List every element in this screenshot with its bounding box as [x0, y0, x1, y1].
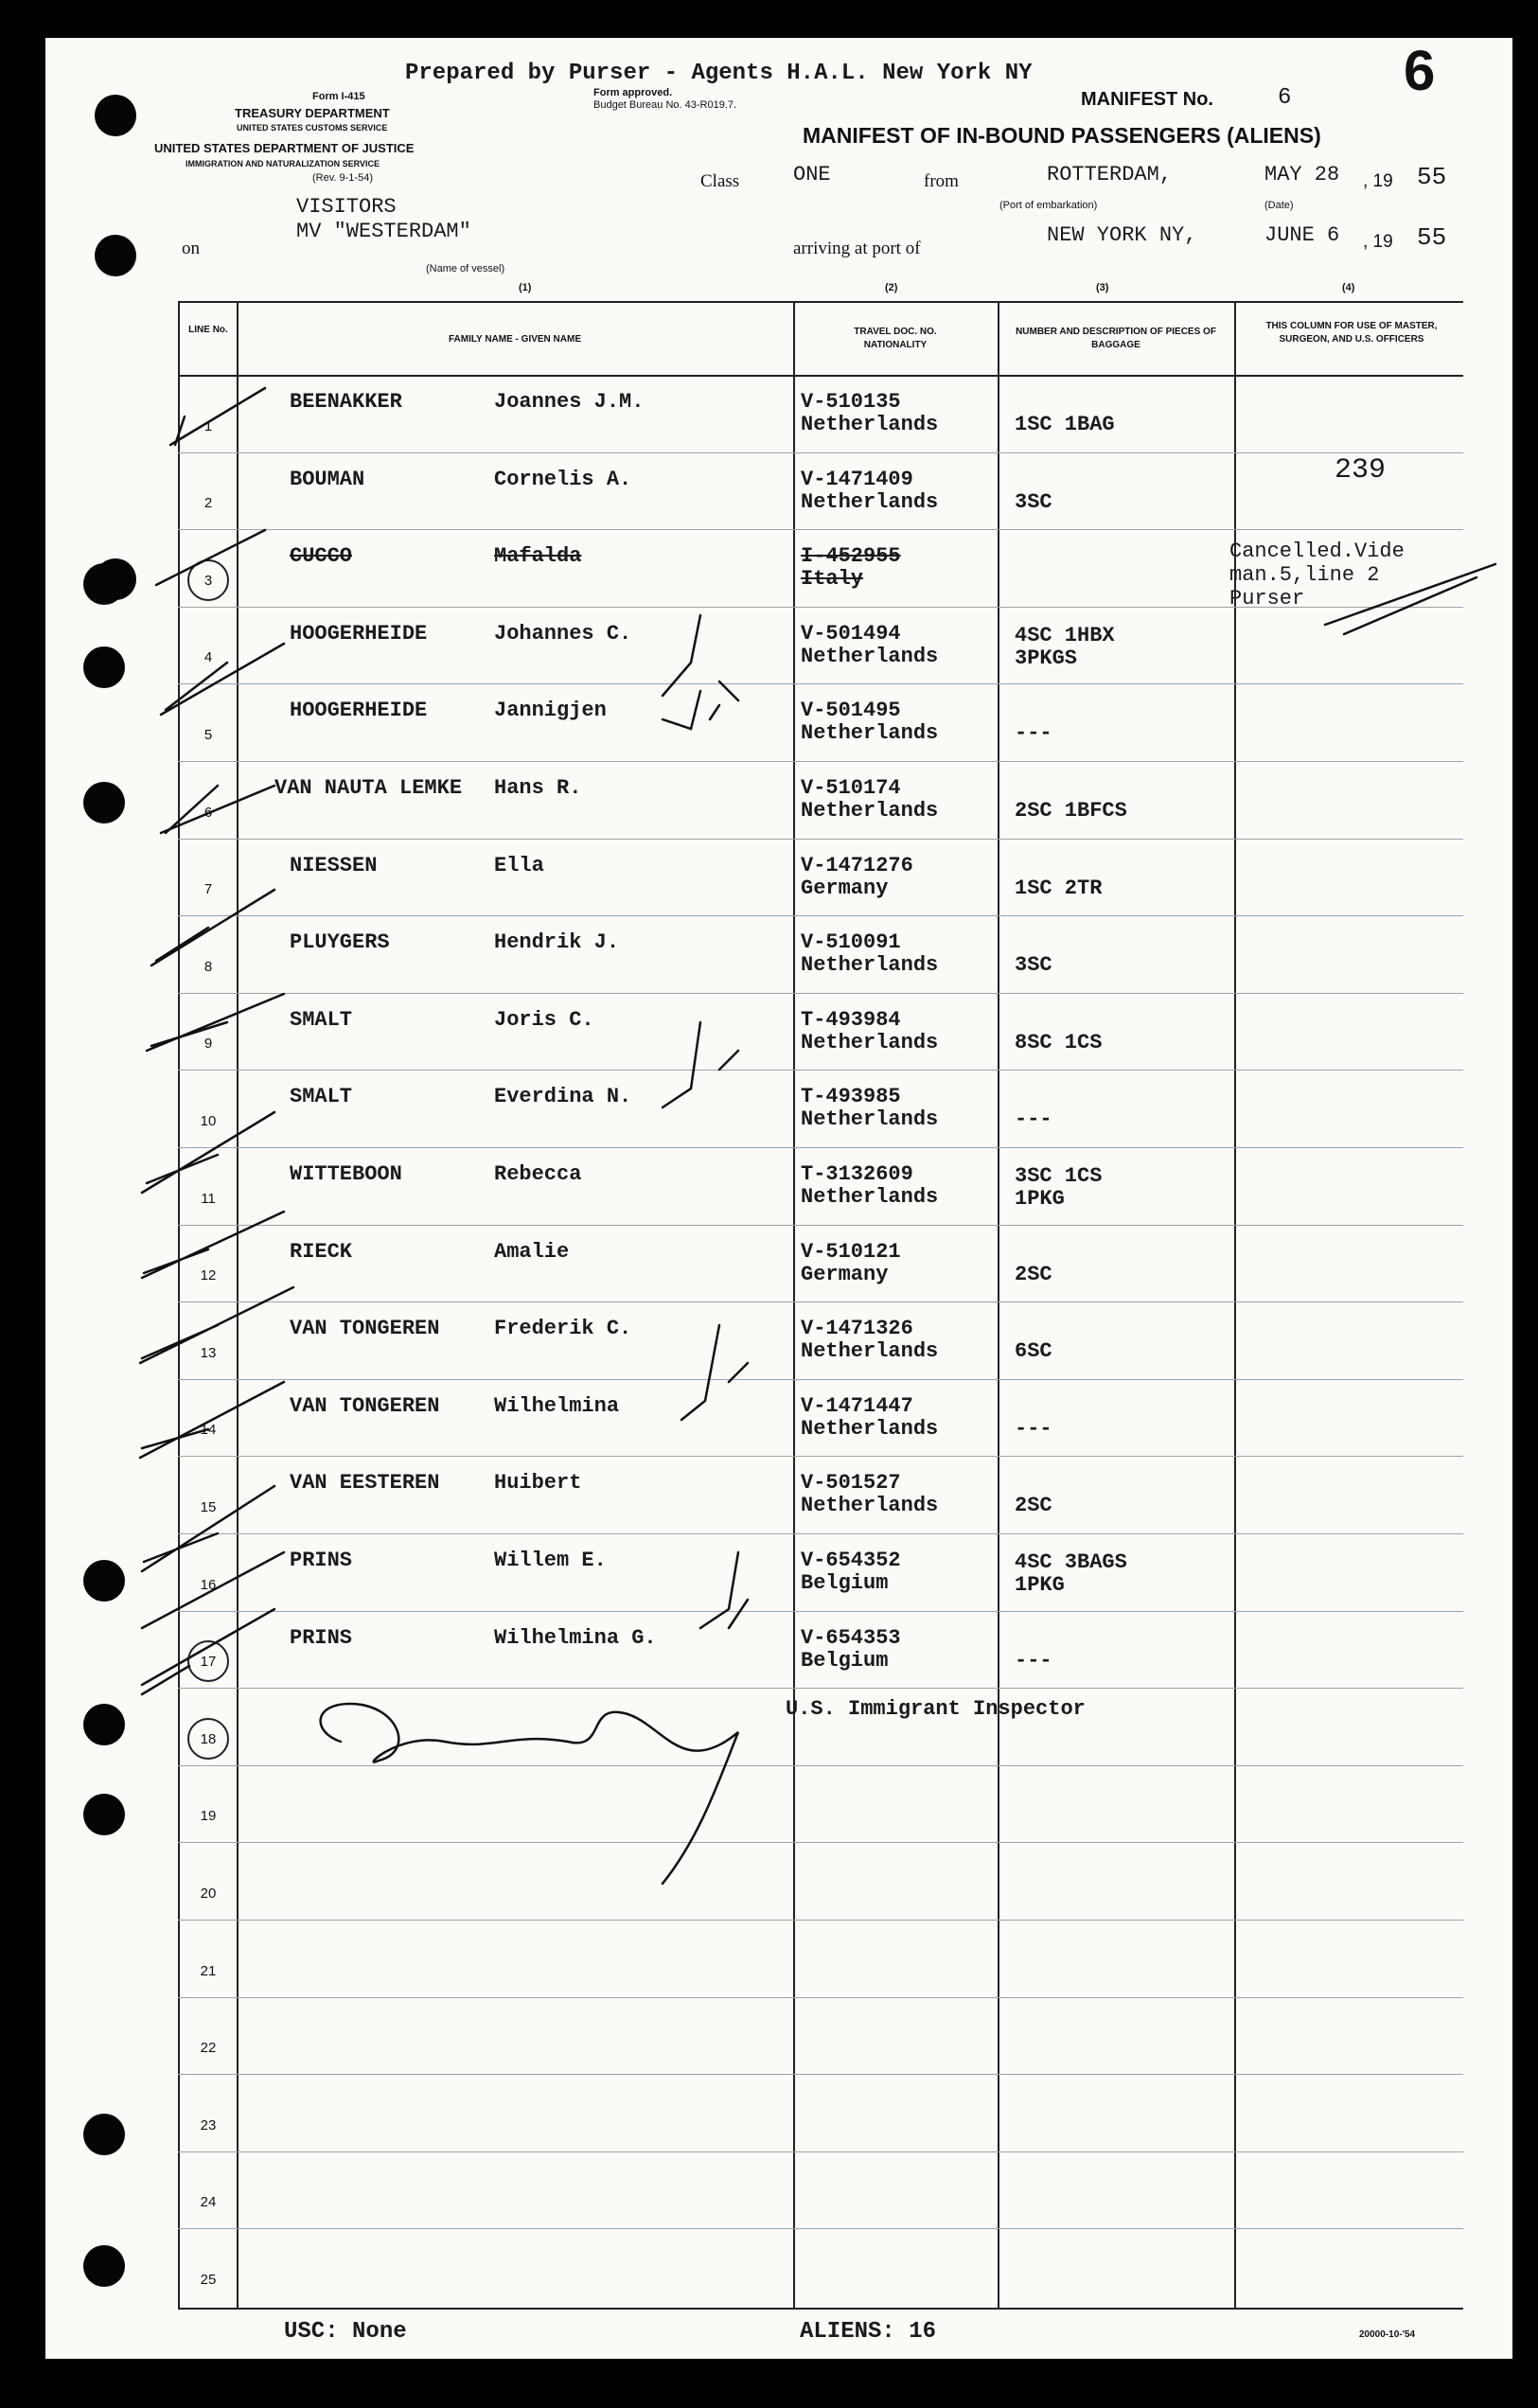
- check-mark: [140, 1382, 284, 1458]
- date-label: (Date): [1264, 200, 1294, 211]
- department-of-justice: UNITED STATES DEPARTMENT OF JUSTICE: [154, 141, 415, 155]
- baggage: 1SC 1BAG: [1015, 413, 1115, 436]
- travel-doc-number: V-1471276: [801, 853, 913, 877]
- nationality: Belgium: [801, 1571, 889, 1595]
- given-name: Cornelis A.: [494, 467, 632, 491]
- line-number: 13: [200, 1344, 217, 1361]
- family-name: VAN TONGEREN: [290, 1393, 440, 1418]
- given-name: Hendrik J.: [494, 930, 620, 955]
- bracket-mark: [663, 615, 738, 700]
- line-number: 22: [200, 2040, 217, 2057]
- nationality: Netherlands: [801, 953, 939, 978]
- nationality: Netherlands: [801, 1494, 939, 1518]
- check-mark: [142, 1486, 274, 1571]
- given-name: Amalie: [494, 1239, 570, 1264]
- family-name: CUCCO: [290, 544, 353, 569]
- baggage: 4SC 1HBX: [1015, 623, 1115, 647]
- line-number: 20: [200, 1886, 217, 1902]
- arrival-date: JUNE 6: [1264, 223, 1340, 247]
- col-header-line: LINE No.: [188, 325, 228, 335]
- travel-doc-number: T-3132609: [801, 1162, 913, 1186]
- line-number: 14: [200, 1422, 217, 1439]
- line-number: 23: [200, 2116, 217, 2134]
- from-label: from: [924, 171, 959, 191]
- line-number: 10: [200, 1113, 217, 1129]
- nationality: Netherlands: [801, 1030, 939, 1054]
- line-number: 11: [201, 1190, 216, 1207]
- given-name: Frederik C.: [494, 1317, 632, 1341]
- line-number: 17: [200, 1654, 217, 1671]
- manifest-no: 6: [1278, 85, 1292, 111]
- class-label: Class: [700, 171, 740, 191]
- nationality: Netherlands: [801, 799, 939, 823]
- given-name: Jannigjen: [494, 699, 607, 723]
- signature-scrawl: [321, 1704, 738, 1884]
- travel-doc-number: V-510135: [801, 390, 901, 414]
- nationality: Netherlands: [801, 721, 939, 746]
- port-of-embarkation: ROTTERDAM,: [1047, 163, 1173, 186]
- aliens-count: ALIENS: 16: [800, 2319, 937, 2345]
- port-embarkation-label: (Port of embarkation): [999, 200, 1098, 211]
- nationality: Netherlands: [801, 1107, 939, 1132]
- col-header-baggage: NUMBER AND DESCRIPTION OF PIECES OF BAGGAGE: [1016, 327, 1216, 350]
- nationality: Italy: [801, 567, 864, 592]
- line-number: 25: [200, 2272, 217, 2288]
- given-name: Huibert: [494, 1471, 582, 1496]
- family-name: VAN NAUTA LEMKE: [274, 776, 463, 800]
- embark-date: MAY 28: [1264, 163, 1340, 186]
- given-name: Mafalda: [494, 544, 582, 569]
- check-mark: [156, 530, 265, 585]
- embark-year: 55: [1417, 163, 1447, 191]
- page-number: 6: [1404, 39, 1436, 102]
- family-name: PRINS: [290, 1549, 353, 1572]
- line-number: 12: [200, 1267, 217, 1284]
- nationality: Germany: [801, 1262, 889, 1286]
- bracket-mark: [681, 1325, 748, 1420]
- travel-doc-number: V-1471409: [801, 467, 913, 491]
- embark-year-prefix: , 19: [1363, 171, 1393, 191]
- count-annotation: 239: [1335, 454, 1387, 487]
- given-name: Joris C.: [494, 1007, 594, 1032]
- nationality: Germany: [801, 876, 889, 900]
- baggage: ---: [1015, 1416, 1052, 1441]
- nationality: Netherlands: [801, 644, 939, 668]
- baggage: ---: [1015, 1648, 1052, 1673]
- col-header-name: FAMILY NAME - GIVEN NAME: [448, 334, 581, 345]
- baggage: 6SC: [1015, 1339, 1052, 1364]
- budget-bureau: Budget Bureau No. 43-R019.7.: [593, 99, 737, 111]
- inspector-stamp: U.S. Immigrant Inspector: [786, 1697, 1086, 1721]
- given-name: Johannes C.: [494, 621, 632, 646]
- travel-doc-number: V-1471447: [801, 1393, 913, 1418]
- family-name: HOOGERHEIDE: [290, 621, 428, 646]
- travel-doc-number: V-501527: [801, 1471, 901, 1496]
- baggage: 8SC 1CS: [1015, 1030, 1103, 1054]
- port-of-arrival: NEW YORK NY,: [1047, 223, 1197, 247]
- vessel-name: MV "WESTERDAM": [296, 220, 471, 243]
- nationality: Netherlands: [801, 1339, 939, 1364]
- check-mark: [151, 890, 274, 965]
- line-number: 15: [200, 1499, 217, 1515]
- check-mark: [170, 388, 265, 445]
- col-header-officers: THIS COLUMN FOR USE OF MASTER, SURGEON, AND U.S. OFFICERS: [1265, 321, 1438, 345]
- nationality: Netherlands: [801, 489, 939, 514]
- manifest-title: MANIFEST OF IN-BOUND PASSENGERS (ALIENS): [803, 123, 1321, 148]
- col-num-2: (2): [885, 282, 898, 293]
- on-label: on: [182, 239, 200, 258]
- baggage: 3SC 1CS: [1015, 1164, 1103, 1188]
- baggage: 3SC: [1015, 489, 1052, 514]
- family-name: SMALT: [290, 1085, 353, 1109]
- family-name: HOOGERHEIDE: [290, 699, 428, 723]
- family-name: BOUMAN: [290, 467, 365, 491]
- form-revision: (Rev. 9-1-54): [312, 172, 373, 184]
- travel-doc-number: T-493985: [801, 1085, 901, 1109]
- line-number: 24: [200, 2194, 217, 2211]
- baggage-extra: 1PKG: [1015, 1187, 1065, 1211]
- baggage: 3SC: [1015, 953, 1052, 978]
- ins: IMMIGRATION AND NATURALIZATION SERVICE: [186, 159, 380, 168]
- line-number: 5: [203, 727, 213, 743]
- travel-doc-number: V-1471326: [801, 1317, 913, 1341]
- check-mark: [142, 1609, 274, 1694]
- given-name: Everdina N.: [494, 1085, 632, 1109]
- check-mark: [142, 1212, 284, 1278]
- family-name: SMALT: [290, 1007, 353, 1032]
- family-name: RIECK: [290, 1239, 353, 1264]
- family-name: VAN TONGEREN: [290, 1317, 440, 1341]
- travel-doc-number: V-654352: [801, 1549, 901, 1572]
- col-num-3: (3): [1096, 282, 1109, 293]
- given-name: Willem E.: [494, 1549, 607, 1572]
- cancelled-note-1: Cancelled.Vide: [1229, 540, 1405, 563]
- manifest-no-label: MANIFEST No.: [1081, 89, 1213, 110]
- travel-doc-number: T-493984: [801, 1007, 901, 1032]
- family-name: PRINS: [290, 1625, 353, 1650]
- family-name: WITTEBOON: [290, 1162, 402, 1186]
- line-number: 21: [200, 1962, 217, 1979]
- col-num-4: (4): [1342, 282, 1355, 293]
- customs-service: UNITED STATES CUSTOMS SERVICE: [237, 123, 388, 133]
- travel-doc-number: V-654353: [801, 1625, 901, 1650]
- baggage: ---: [1015, 1107, 1052, 1132]
- line-number: 19: [200, 1808, 217, 1825]
- nationality: Netherlands: [801, 413, 939, 436]
- family-name: NIESSEN: [290, 853, 378, 877]
- travel-doc-number: I-452955: [801, 544, 901, 569]
- treasury-department: TREASURY DEPARTMENT: [235, 106, 390, 120]
- given-name: Rebecca: [494, 1162, 582, 1186]
- bracket-mark: [663, 1022, 738, 1107]
- check-mark: [161, 786, 274, 833]
- baggage-extra: 3PKGS: [1015, 646, 1078, 670]
- line-number: 1: [203, 417, 213, 434]
- arrival-year: 55: [1417, 223, 1447, 252]
- given-name: Ella: [494, 853, 544, 877]
- vessel-label: (Name of vessel): [426, 263, 505, 274]
- baggage-extra: 1PKG: [1015, 1573, 1065, 1597]
- line-number: 6: [203, 804, 213, 821]
- class-value: ONE: [793, 163, 831, 186]
- given-name: Joannes J.M.: [494, 390, 645, 414]
- baggage: 2SC 1BFCS: [1015, 799, 1127, 823]
- given-name: Wilhelmina G.: [494, 1625, 657, 1650]
- arrival-year-prefix: , 19: [1363, 232, 1393, 252]
- col-num-1: (1): [519, 282, 532, 293]
- check-mark: [147, 994, 284, 1051]
- line-number: 2: [203, 495, 213, 512]
- travel-doc-number: V-501495: [801, 699, 901, 723]
- form-number: Form I-415: [312, 91, 365, 102]
- nationality: Belgium: [801, 1648, 889, 1673]
- bracket-mark: [700, 1552, 748, 1628]
- travel-doc-number: V-510174: [801, 776, 901, 800]
- line-number: 4: [203, 649, 213, 666]
- visitors-note: VISITORS: [296, 195, 397, 219]
- travel-doc-number: V-510091: [801, 930, 901, 955]
- given-name: Hans R.: [494, 776, 582, 800]
- nationality: Netherlands: [801, 1416, 939, 1441]
- line-number: 18: [200, 1730, 217, 1747]
- baggage: 1SC 2TR: [1015, 876, 1103, 900]
- line-number: 7: [203, 881, 213, 898]
- check-mark: [161, 644, 284, 715]
- line-number: 8: [203, 958, 213, 975]
- given-name: Wilhelmina: [494, 1393, 620, 1418]
- family-name: BEENAKKER: [290, 390, 402, 414]
- cancel-slash: [1325, 564, 1495, 634]
- nationality: Netherlands: [801, 1185, 939, 1209]
- family-name: VAN EESTEREN: [290, 1471, 440, 1496]
- check-mark: [140, 1287, 293, 1363]
- travel-doc-number: V-501494: [801, 621, 901, 646]
- print-code: 20000-10-'54: [1359, 2329, 1416, 2340]
- baggage: ---: [1015, 721, 1052, 746]
- col-header-travel-doc: TRAVEL DOC. NO. NATIONALITY: [854, 327, 937, 350]
- cancelled-note-2: man.5,line 2: [1229, 563, 1380, 587]
- prepared-by: Prepared by Purser - Agents H.A.L. New York NY: [405, 61, 1033, 86]
- cancelled-note-3: Purser: [1229, 587, 1305, 611]
- line-number: 16: [200, 1576, 217, 1593]
- arriving-label: arriving at port of: [793, 239, 921, 258]
- baggage: 4SC 3BAGS: [1015, 1550, 1127, 1574]
- family-name: PLUYGERS: [290, 930, 390, 955]
- usc-count: USC: None: [284, 2319, 407, 2345]
- baggage: 2SC: [1015, 1262, 1052, 1286]
- travel-doc-number: V-510121: [801, 1239, 901, 1264]
- check-mark: [142, 1112, 274, 1193]
- form-approved: Form approved.: [593, 87, 673, 98]
- line-number: 9: [203, 1036, 213, 1053]
- line-number: 3: [203, 572, 213, 589]
- bracket-mark: [663, 691, 719, 729]
- baggage: 2SC: [1015, 1494, 1052, 1518]
